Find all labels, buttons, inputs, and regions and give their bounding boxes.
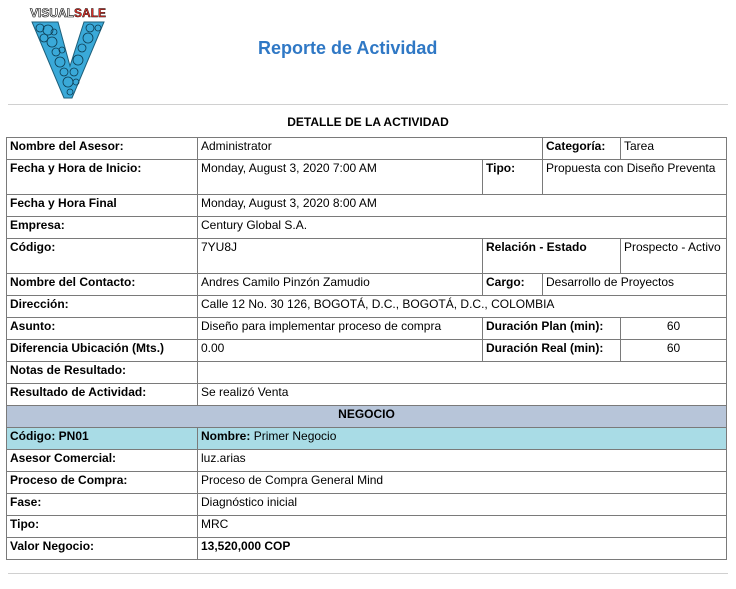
table-row	[7, 195, 727, 217]
page-title: Reporte de Actividad	[258, 38, 438, 58]
value-contacto: Andres Camilo Pinzón Zamudio	[198, 274, 483, 296]
table-row	[7, 384, 727, 406]
label-negocio-tipo: Tipo:	[7, 516, 198, 538]
value-fecha-inicio: Monday, August 3, 2020 7:00 AM	[198, 160, 483, 195]
value-asesor-comercial: luz.arias	[198, 450, 727, 472]
value-categoria: Tarea	[621, 138, 727, 160]
label-diferencia: Diferencia Ubicación (Mts.)	[7, 340, 198, 362]
table-row	[7, 239, 727, 274]
bottom-divider	[8, 573, 728, 574]
value-negocio-tipo: MRC	[198, 516, 727, 538]
label-cargo: Cargo:	[483, 274, 543, 296]
label-duracion-real: Duración Real (min):	[483, 340, 621, 362]
label-asesor: Nombre del Asesor:	[7, 138, 198, 160]
table-row	[7, 472, 727, 494]
value-empresa: Century Global S.A.	[198, 217, 727, 239]
value-notas	[198, 362, 727, 384]
value-duracion-real: 60	[621, 340, 727, 362]
label-contacto: Nombre del Contacto:	[7, 274, 198, 296]
negocio-codigo: Código: PN01	[7, 428, 198, 450]
table-row	[7, 362, 727, 384]
table-row	[7, 450, 727, 472]
label-notas: Notas de Resultado:	[7, 362, 198, 384]
negocio-header-row	[7, 406, 727, 428]
value-proceso-compra: Proceso de Compra General Mind	[198, 472, 727, 494]
label-tipo: Tipo:	[483, 160, 543, 195]
label-fecha-final: Fecha y Hora Final	[7, 195, 198, 217]
label-categoria: Categoría:	[543, 138, 621, 160]
value-fase: Diagnóstico inicial	[198, 494, 727, 516]
table-row	[7, 138, 727, 160]
value-asesor: Administrator	[198, 138, 543, 160]
activity-detail-table	[6, 137, 727, 560]
label-codigo: Código:	[7, 239, 198, 274]
negocio-codigo-row	[7, 428, 727, 450]
value-fecha-final: Monday, August 3, 2020 8:00 AM	[198, 195, 727, 217]
label-valor-negocio: Valor Negocio:	[7, 538, 198, 560]
section-title: DETALLE DE LA ACTIVIDAD	[287, 115, 449, 129]
value-duracion-plan: 60	[621, 318, 727, 340]
table-row	[7, 217, 727, 239]
negocio-nombre-label: Nombre:	[201, 429, 251, 443]
negocio-header: NEGOCIO	[7, 406, 727, 428]
table-row	[7, 516, 727, 538]
table-row	[7, 340, 727, 362]
value-asunto: Diseño para implementar proceso de compra	[198, 318, 483, 340]
label-asunto: Asunto:	[7, 318, 198, 340]
value-tipo: Propuesta con Diseño Preventa	[543, 160, 727, 195]
label-empresa: Empresa:	[7, 217, 198, 239]
negocio-nombre-cell	[198, 428, 727, 450]
value-relacion: Prospecto - Activo	[621, 239, 727, 274]
label-direccion: Dirección:	[7, 296, 198, 318]
label-fase: Fase:	[7, 494, 198, 516]
label-fecha-inicio: Fecha y Hora de Inicio:	[7, 160, 198, 195]
table-row	[7, 274, 727, 296]
logo-text-accent: SALE	[74, 6, 107, 20]
table-row	[7, 318, 727, 340]
logo-text-dark: VISUAL	[30, 6, 75, 20]
value-direccion: Calle 12 No. 30 126, BOGOTÁ, D.C., BOGOTÁ, D.C., COLOMBIA	[198, 296, 727, 318]
table-row	[7, 160, 727, 195]
negocio-nombre-value: Primer Negocio	[253, 429, 337, 443]
value-cargo: Desarrollo de Proyectos	[543, 274, 727, 296]
value-valor-negocio: 13,520,000 COP	[198, 538, 727, 560]
top-divider	[8, 104, 728, 105]
table-row	[7, 494, 727, 516]
table-row	[7, 296, 727, 318]
value-codigo: 7YU8J	[198, 239, 483, 274]
visualsale-logo	[28, 4, 108, 100]
label-asesor-comercial: Asesor Comercial:	[7, 450, 198, 472]
value-resultado: Se realizó Venta	[198, 384, 727, 406]
label-relacion: Relación - Estado	[483, 239, 621, 274]
table-row	[7, 538, 727, 560]
label-proceso-compra: Proceso de Compra:	[7, 472, 198, 494]
label-resultado: Resultado de Actividad:	[7, 384, 198, 406]
value-diferencia: 0.00	[198, 340, 483, 362]
label-duracion-plan: Duración Plan (min):	[483, 318, 621, 340]
